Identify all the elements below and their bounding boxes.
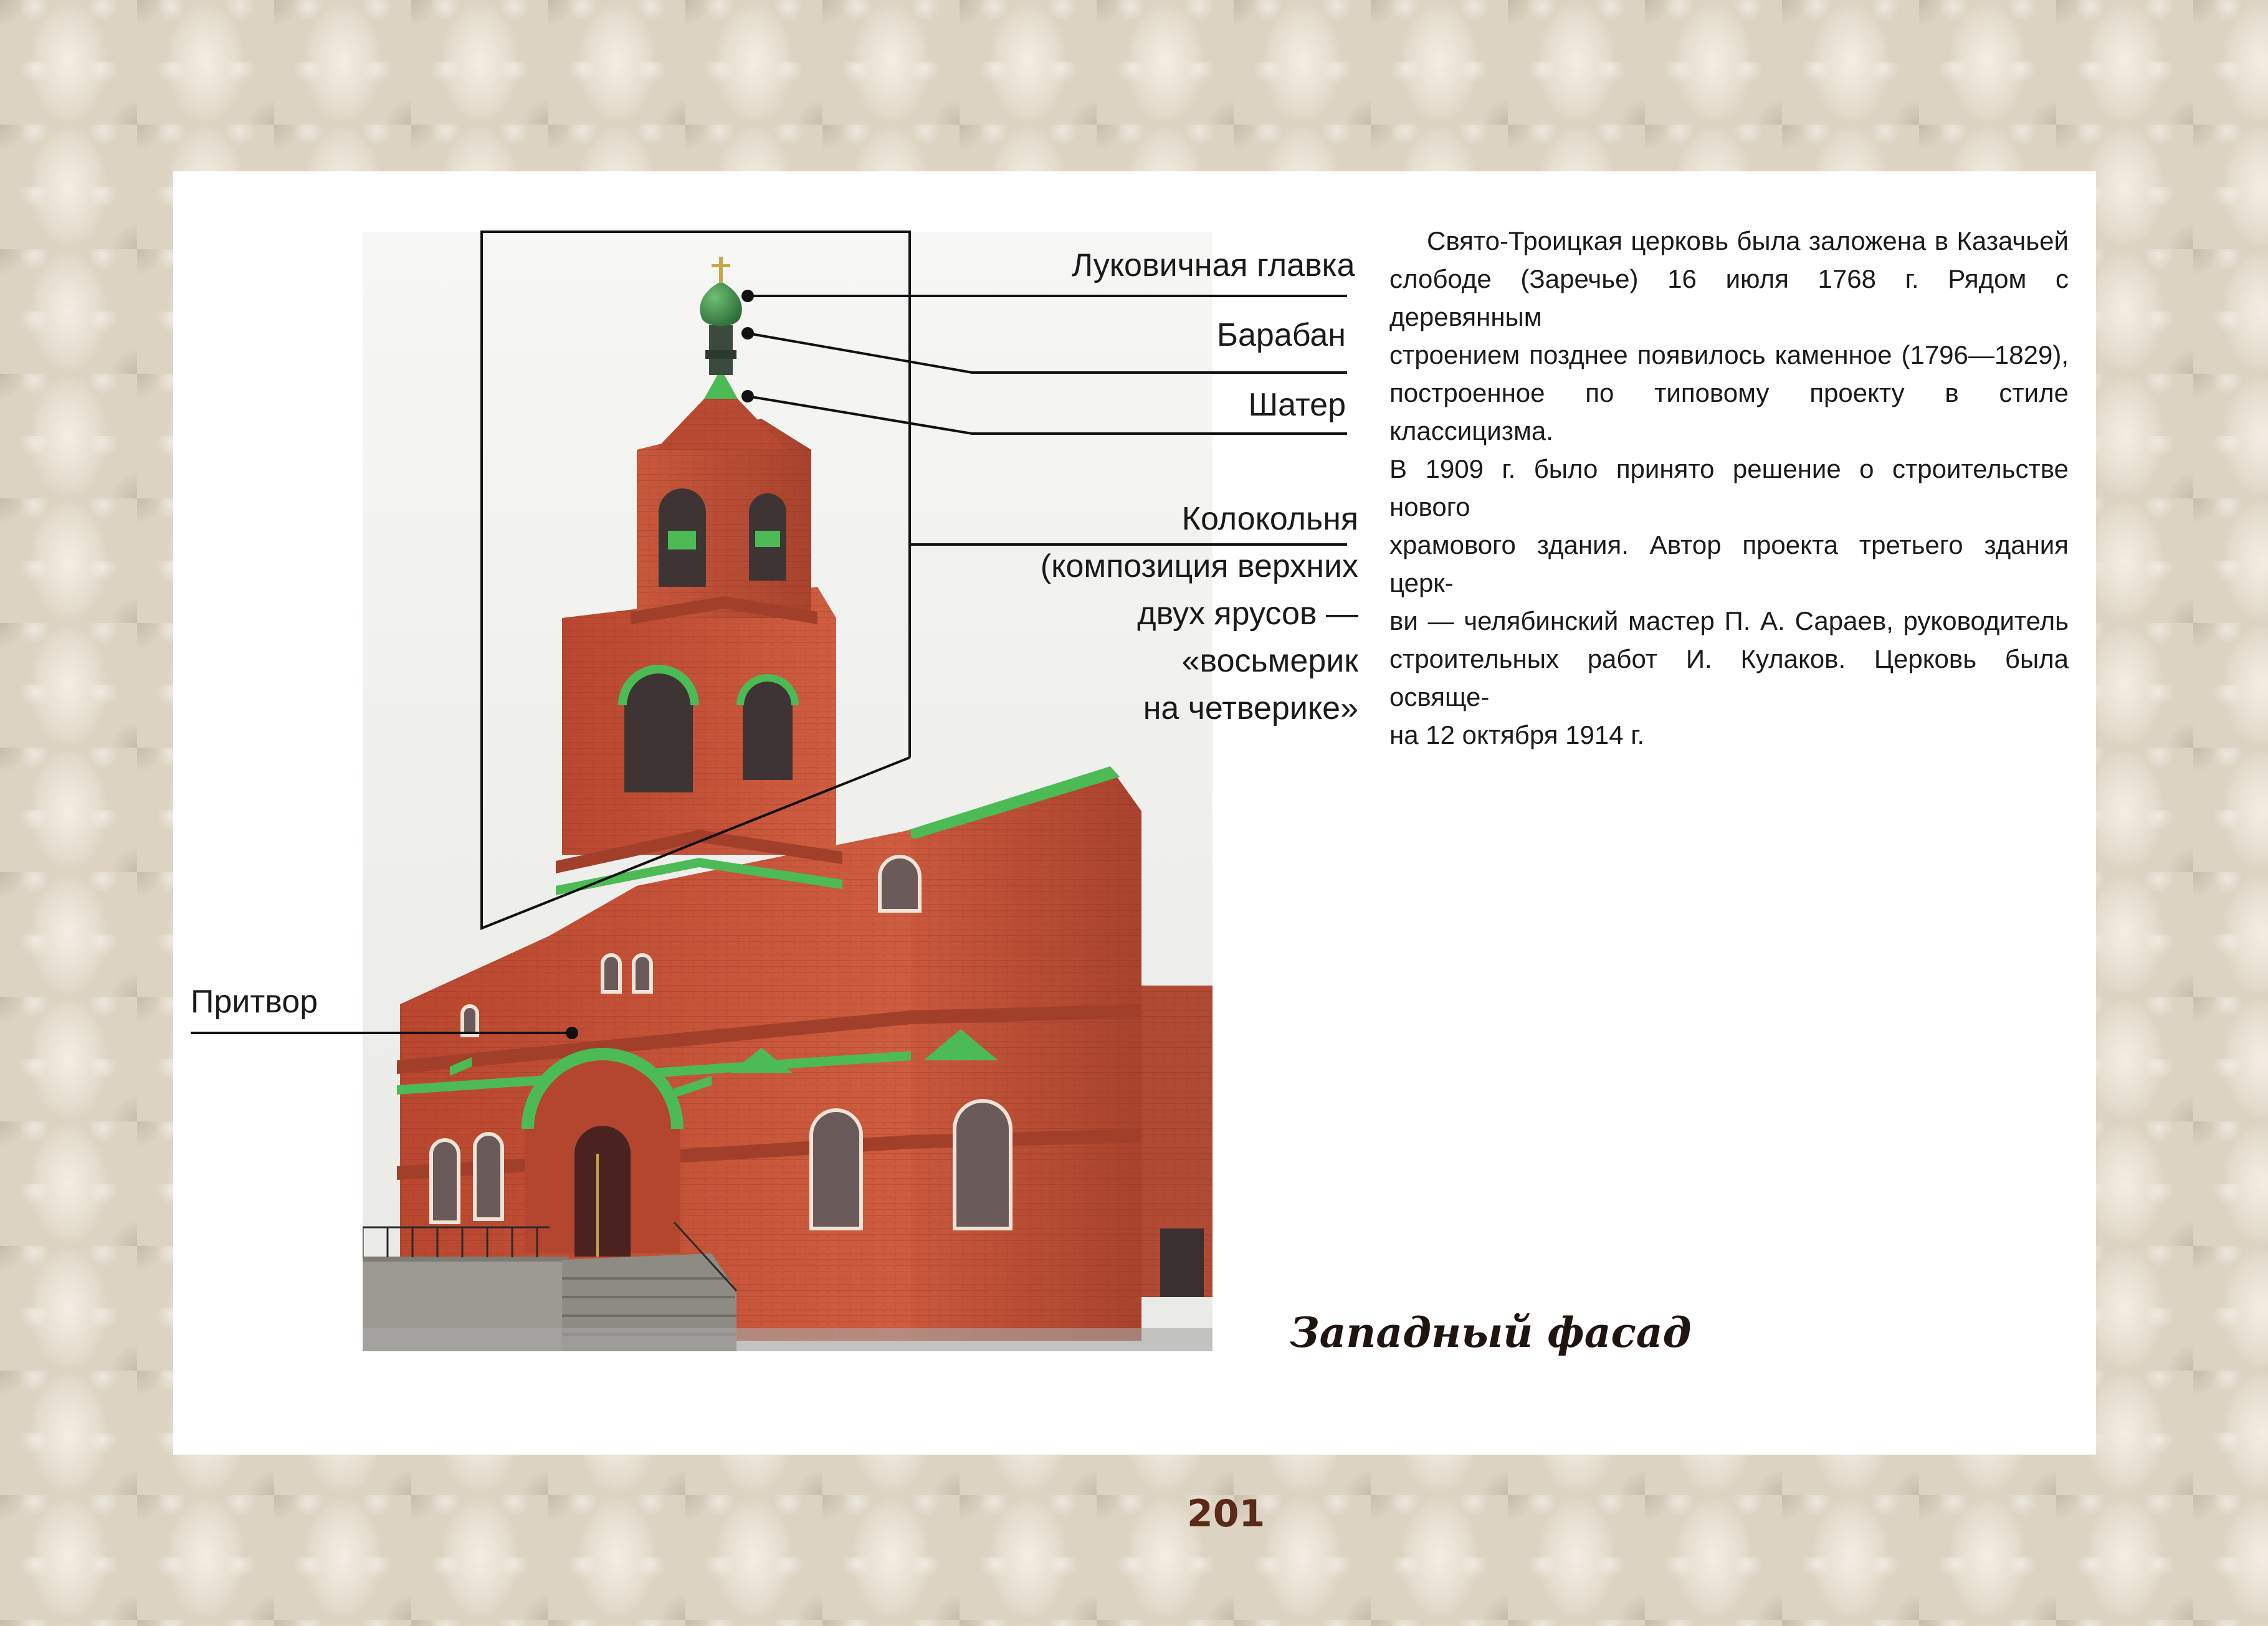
label-narthex: Притвор	[191, 984, 318, 1020]
label-dome: Луковичная главка	[1072, 247, 1355, 283]
belltower-bracket	[482, 232, 910, 928]
belltower-note-line: (композиция верхних	[1040, 548, 1358, 584]
belltower-note-line: «восьмерик	[1181, 643, 1358, 679]
description-line: построенное по типовому проекту в стиле классицизма.	[1389, 378, 2069, 445]
label-belltower-note	[972, 543, 1358, 732]
description-paragraph	[1389, 222, 2069, 754]
description-line: В 1909 г. было принято решение о строительстве нового	[1389, 454, 2069, 521]
label-belltower: Колокольня	[1181, 501, 1358, 537]
page-number: 201	[1187, 1492, 1265, 1536]
description-line: строением позднее появилось каменное (1796—1829),	[1389, 340, 2069, 369]
label-drum: Барабан	[1216, 317, 1346, 353]
belltower-note-line: на четверике»	[1143, 690, 1358, 726]
description-line: строительных работ И. Кулаков. Церковь была освяще-	[1389, 644, 2069, 711]
label-tent: Шатер	[1248, 387, 1346, 423]
description-line: ви — челябинский мастер П. А. Сараев, руководитель	[1389, 606, 2069, 635]
description-line: слободе (Заречье) 16 июля 1768 г. Рядом с деревянным	[1389, 264, 2069, 331]
description-line: Свято-Троицкая церковь была заложена в Казачьей	[1427, 226, 2069, 255]
belltower-note-line: двух ярусов —	[1137, 596, 1358, 632]
description-line: храмового здания. Автор проекта третьего здания церк-	[1389, 530, 2069, 597]
figure-title: Западный фасад	[1290, 1308, 1692, 1357]
description-line: на 12 октября 1914 г.	[1389, 720, 1645, 749]
